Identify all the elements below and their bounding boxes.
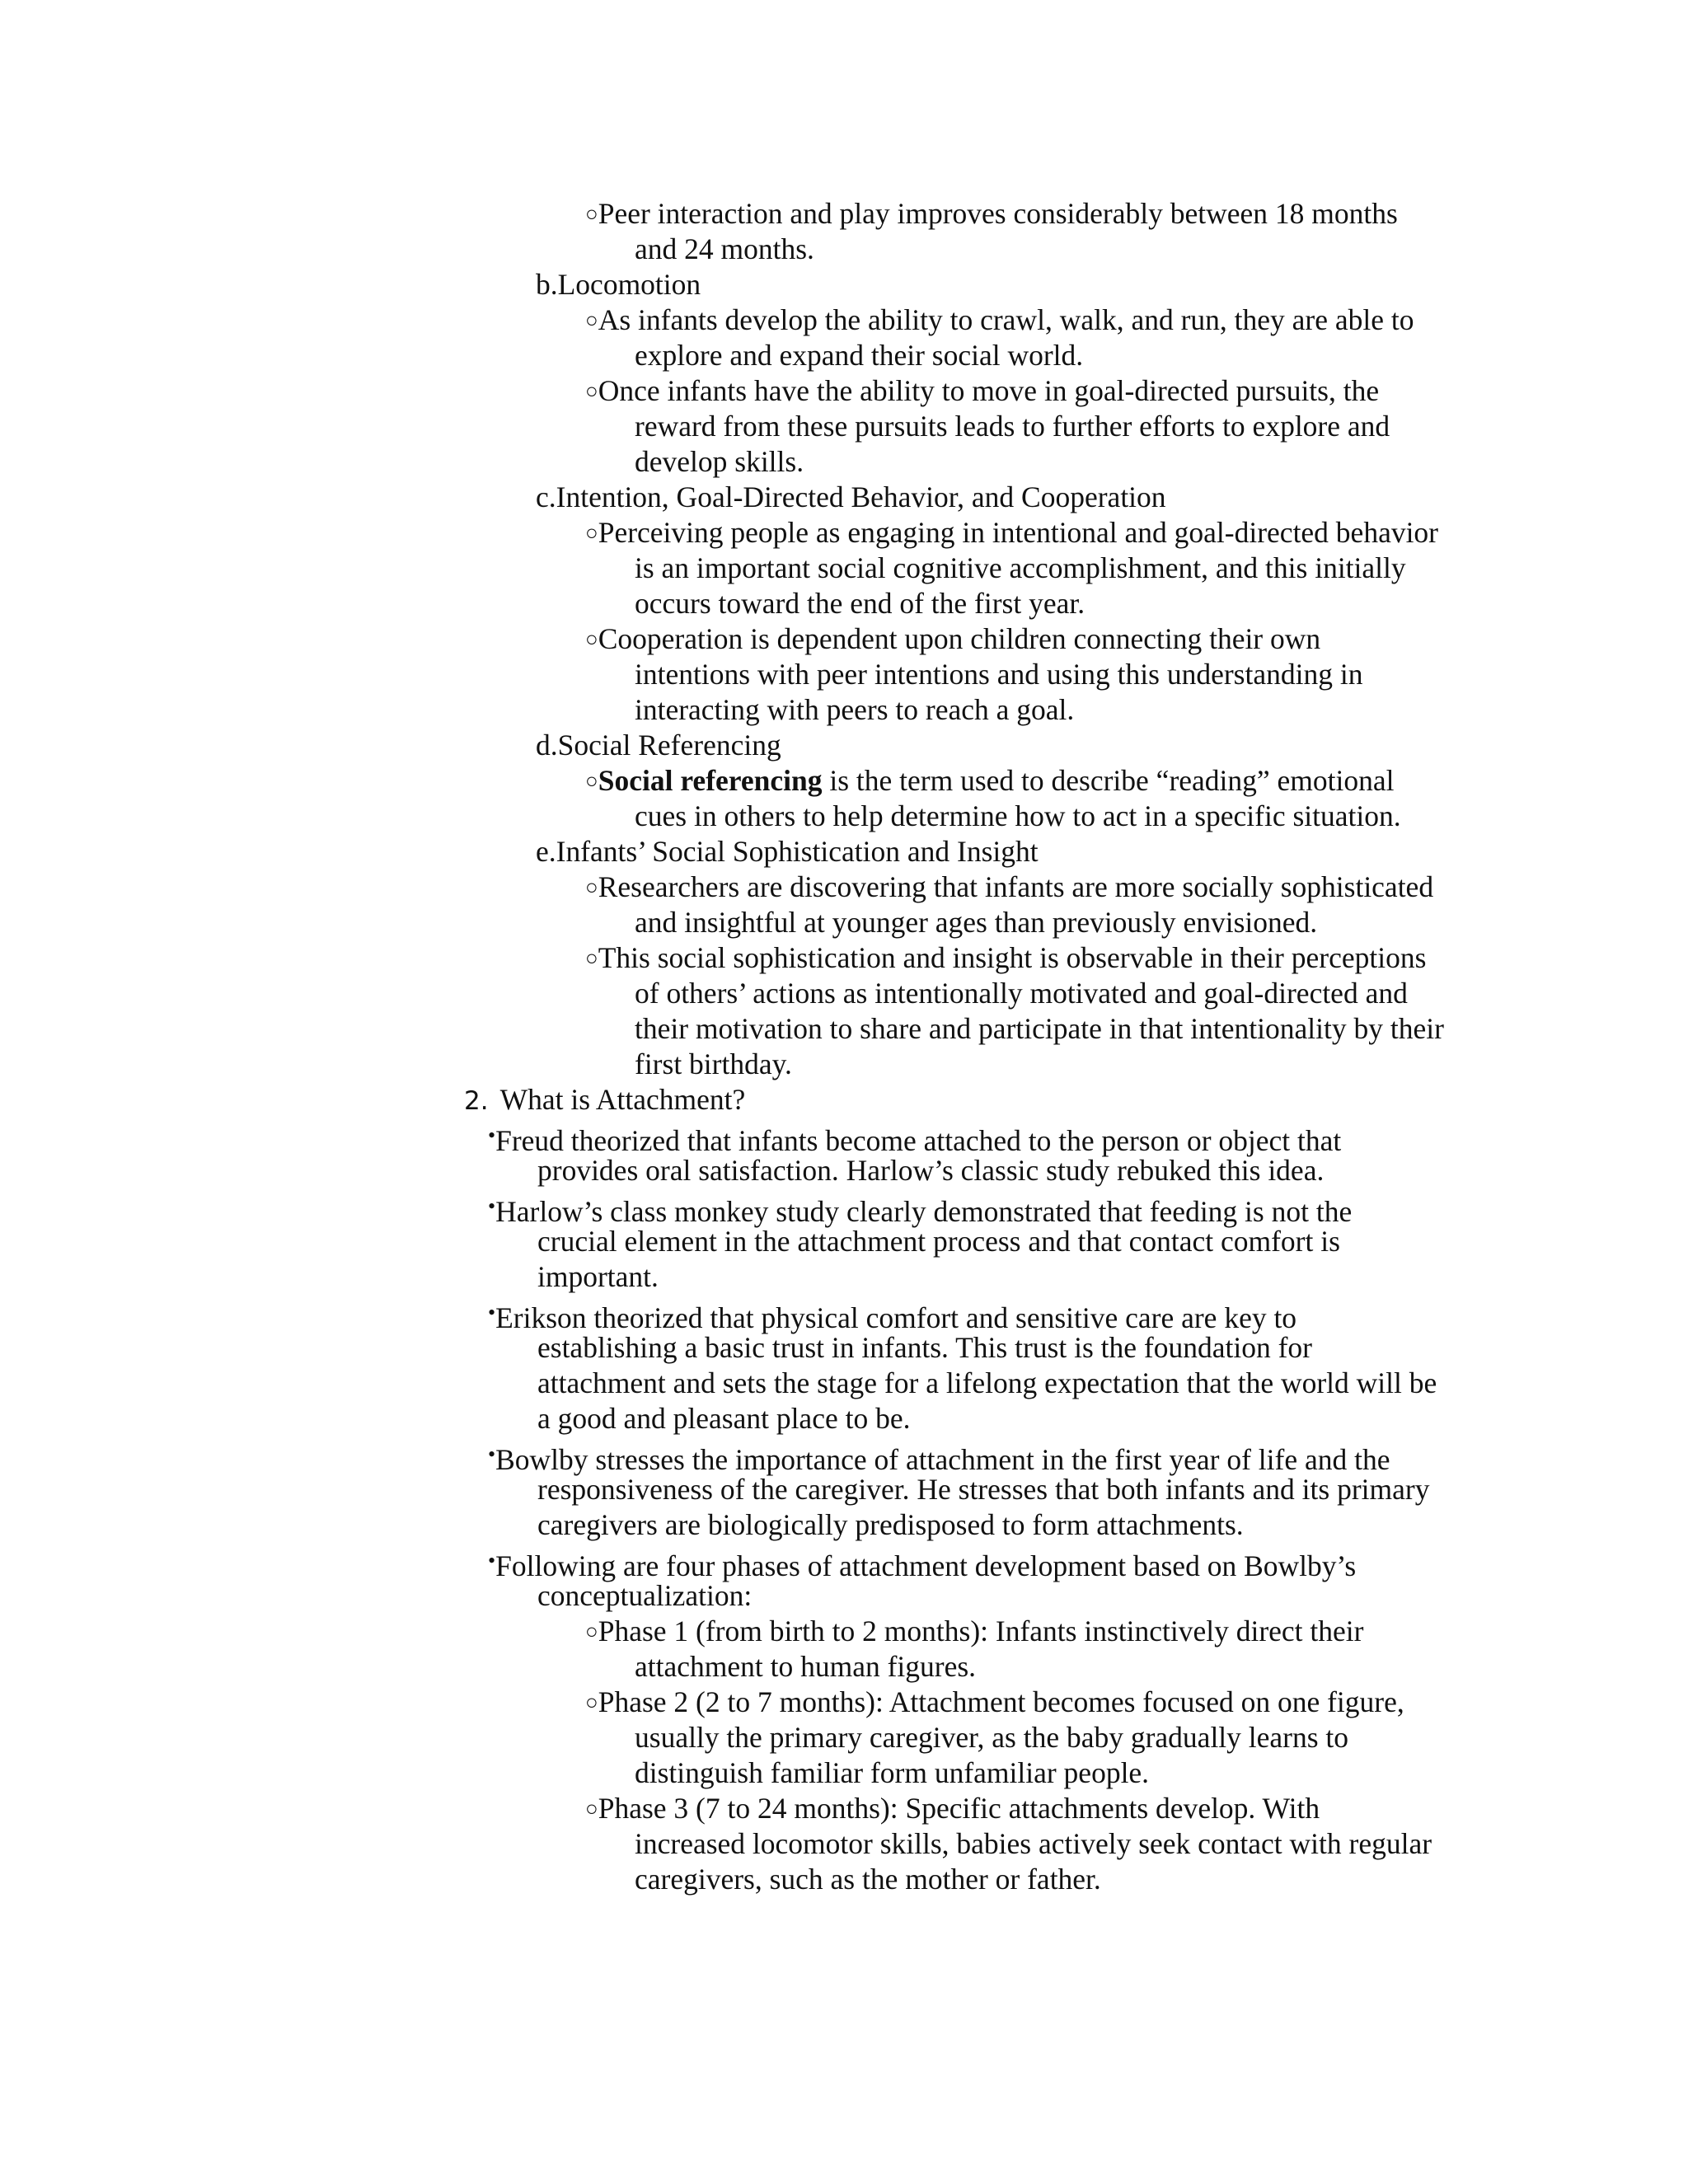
circle-bullet-icon: ○ (585, 1797, 598, 1821)
sub-bullet-continuation: increased locomotor skills, babies actively seek contact with regular (635, 1827, 1432, 1860)
sub-bullet-line (585, 196, 1398, 232)
sub-bullet-text: As infants develop the ability to crawl, walk, and run, they are able to (598, 303, 1414, 336)
sub-bullet-continuation: occurs toward the end of the first year. (635, 587, 1085, 620)
sub-bullet-continuation: of others’ actions as intentionally motivated and goal-directed and (635, 977, 1408, 1010)
sub-bullet-continuation: usually the primary caregiver, as the baby gradually learns to (635, 1721, 1349, 1754)
bullet-continuation: responsiveness of the caregiver. He stresses that both infants and its primary (537, 1473, 1430, 1506)
sub-bullet-text: This social sophistication and insight is observable in their perceptions (598, 941, 1427, 974)
numbered-heading-attachment (464, 1082, 745, 1119)
circle-bullet-icon: ○ (585, 308, 598, 332)
sub-bullet-line (585, 1791, 1320, 1826)
sub-bullet-text: Phase 3 (7 to 24 months): Specific attachments develop. With (598, 1792, 1320, 1825)
bullet-text: Freud theorized that infants become attached to the person or object that (495, 1124, 1342, 1157)
circle-bullet-icon: ○ (585, 946, 598, 970)
bullet-text: Erikson theorized that physical comfort and sensitive care are key to (495, 1301, 1297, 1334)
sub-bullet-continuation: distinguish familiar form unfamiliar people. (635, 1756, 1150, 1789)
bullet-icon: • (488, 1442, 496, 1466)
sub-bullet-text: Phase 1 (from birth to 2 months): Infants instinctively direct their (598, 1615, 1364, 1647)
section-heading-sophistication (536, 834, 1039, 869)
sub-bullet-text: Cooperation is dependent upon children connecting their own (598, 622, 1321, 655)
key-term: Social referencing (598, 764, 823, 797)
circle-bullet-icon: ○ (585, 1690, 598, 1714)
sub-bullet-text: Peer interaction and play improves considerably between 18 months (598, 197, 1398, 230)
sub-bullet-continuation: caregivers, such as the mother or father. (635, 1863, 1101, 1896)
circle-bullet-icon: ○ (585, 521, 598, 545)
sub-bullet-text: Researchers are discovering that infants are more socially sophisticated (598, 870, 1434, 903)
sub-bullet-line (585, 302, 1414, 338)
sub-bullet-continuation: is an important social cognitive accomplishment, and this initially (635, 551, 1406, 584)
bullet-icon: • (488, 1301, 496, 1324)
bullet-continuation: conceptualization: (537, 1579, 753, 1612)
sub-bullet-continuation: and 24 months. (635, 232, 814, 265)
section-label: Social Referencing (557, 729, 781, 762)
sub-bullet-continuation: cues in others to help determine how to act in a specific situation. (635, 799, 1401, 832)
bullet-continuation: provides oral satisfaction. Harlow’s classic study rebuked this idea. (537, 1154, 1325, 1187)
bullet-continuation: crucial element in the attachment process and that contact comfort is (537, 1225, 1340, 1258)
heading-label: What is Attachment? (499, 1083, 746, 1116)
bullet-icon: • (488, 1123, 496, 1147)
sub-bullet-text: is the term used to describe “reading” emotional (822, 764, 1395, 797)
sub-bullet-text: Phase 2 (2 to 7 months): Attachment becomes focused on one figure, (598, 1685, 1404, 1718)
bullet-text: Harlow’s class monkey study clearly demonstrated that feeding is not the (495, 1195, 1353, 1228)
sub-bullet-line (585, 1685, 1404, 1720)
section-label: Intention, Goal-Directed Behavior, and Cooperation (556, 480, 1166, 513)
bullet-icon: • (488, 1194, 496, 1218)
section-label: Infants’ Social Sophistication and Insight (556, 835, 1039, 868)
sub-bullet-continuation: first birthday. (635, 1047, 792, 1080)
circle-bullet-icon: ○ (585, 379, 598, 403)
circle-bullet-icon: ○ (585, 1619, 598, 1643)
bullet-continuation: important. (537, 1260, 659, 1293)
sub-bullet-line (585, 940, 1426, 976)
sub-bullet-line (585, 869, 1433, 905)
sub-bullet-continuation: their motivation to share and participate in that intentionality by their (635, 1012, 1444, 1045)
sub-bullet-text: Perceiving people as engaging in intentional and goal-directed behavior (598, 516, 1439, 549)
section-letter: e. (536, 835, 556, 868)
sub-bullet-continuation: develop skills. (635, 445, 804, 478)
section-letter: c. (536, 480, 556, 513)
sub-bullet-continuation: attachment to human figures. (635, 1650, 977, 1683)
sub-bullet-continuation: and insightful at younger ages than previously envisioned. (635, 906, 1318, 939)
section-letter: d. (536, 729, 558, 762)
sub-bullet-text: Once infants have the ability to move in goal-directed pursuits, the (598, 374, 1380, 407)
section-heading-intention (536, 480, 1166, 515)
sub-bullet-continuation: interacting with peers to reach a goal. (635, 693, 1075, 726)
sub-bullet-line (585, 621, 1320, 657)
sub-bullet-line (585, 763, 1394, 799)
bullet-icon: • (488, 1549, 496, 1572)
bullet-continuation: caregivers are biologically predisposed to form attachments. (537, 1508, 1244, 1541)
bullet-text: Bowlby stresses the importance of attachment in the first year of life and the (495, 1443, 1390, 1476)
bullet-continuation: attachment and sets the stage for a lifelong expectation that the world will be (537, 1366, 1437, 1399)
bullet-continuation: establishing a basic trust in infants. This trust is the foundation for (537, 1331, 1312, 1364)
sub-bullet-continuation: intentions with peer intentions and using this understanding in (635, 658, 1363, 691)
section-heading-locomotion (536, 267, 701, 302)
bullet-continuation: a good and pleasant place to be. (537, 1402, 911, 1435)
section-label: Locomotion (557, 268, 701, 301)
section-heading-social-referencing (536, 728, 781, 763)
circle-bullet-icon: ○ (585, 202, 598, 226)
heading-number: 2. (464, 1086, 489, 1116)
sub-bullet-continuation: reward from these pursuits leads to further efforts to explore and (635, 410, 1390, 443)
sub-bullet-line (585, 1614, 1363, 1649)
circle-bullet-icon: ○ (585, 875, 598, 899)
section-letter: b. (536, 268, 558, 301)
sub-bullet-continuation: explore and expand their social world. (635, 339, 1084, 372)
sub-bullet-line (585, 373, 1379, 409)
circle-bullet-icon: ○ (585, 627, 598, 651)
circle-bullet-icon: ○ (585, 769, 598, 793)
bullet-text: Following are four phases of attachment development based on Bowlby’s (495, 1549, 1357, 1582)
sub-bullet-line (585, 515, 1438, 551)
